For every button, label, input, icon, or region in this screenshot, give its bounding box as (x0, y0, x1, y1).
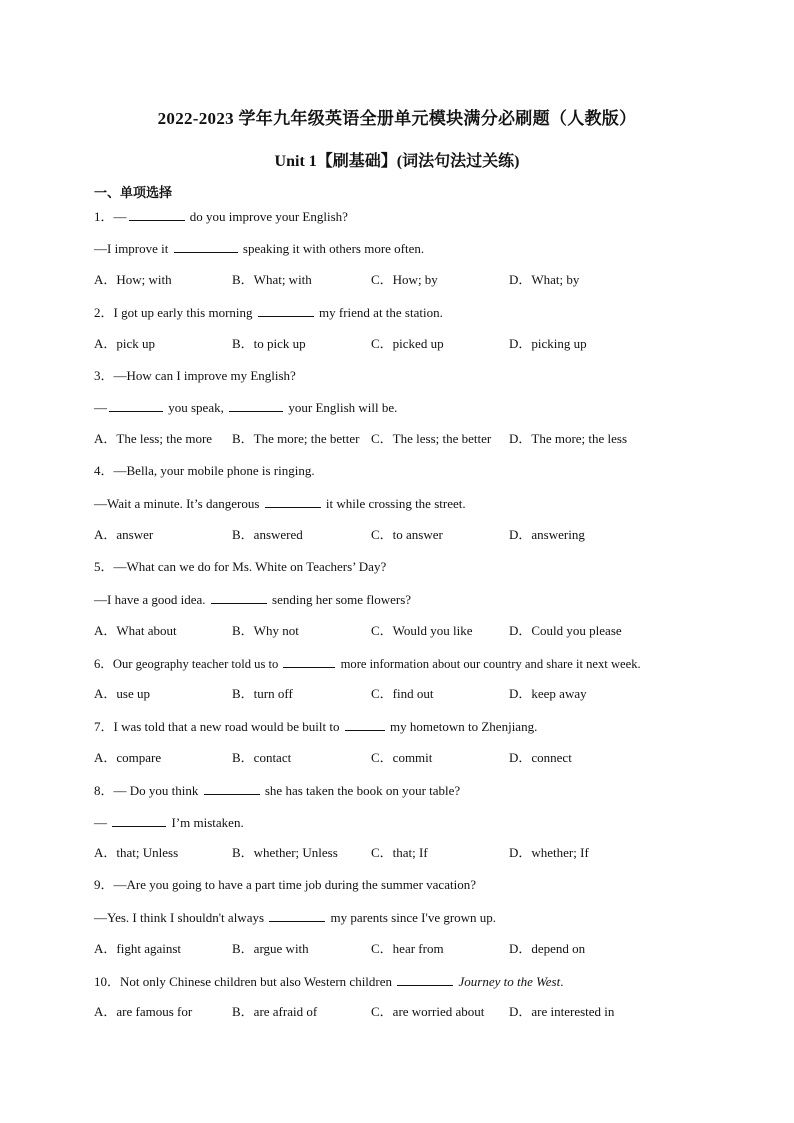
document-subtitle: Unit 1【刷基础】(词法句法过关练) (274, 153, 520, 170)
answer-blank (112, 814, 166, 827)
question-line: 4．—Bella, your mobile phone is ringing. (94, 463, 315, 478)
option-c: C．to answer (371, 527, 443, 542)
option-d: D．picking up (509, 336, 587, 351)
option-c: C．picked up (371, 336, 444, 351)
options-row (94, 750, 714, 766)
option-d: D．connect (509, 750, 572, 765)
answer-blank (283, 655, 335, 668)
option-a: A．How; with (94, 272, 172, 287)
option-a: A．answer (94, 527, 154, 542)
answer-blank (229, 399, 283, 412)
question-line: 1．— do you improve your English? (94, 209, 348, 224)
question-line: — you speak, your English will be. (94, 400, 398, 415)
question-line: 6．Our geography teacher told us to more information about our country and share it next week. (94, 657, 641, 671)
section-heading: 一、单项选择 (94, 186, 173, 201)
option-d: D．depend on (509, 941, 586, 956)
option-b: B．What; with (232, 272, 312, 287)
option-c: C．commit (371, 750, 433, 765)
answer-blank (109, 399, 163, 412)
options-row (94, 686, 714, 702)
option-a: A．pick up (94, 336, 156, 351)
options-row (94, 527, 714, 543)
option-a: A．compare (94, 750, 162, 765)
question-line: 10．Not only Chinese children but also Western children Journey to the West. (94, 974, 564, 989)
options-row (94, 431, 714, 447)
answer-blank (345, 718, 385, 731)
option-a: A．What about (94, 623, 177, 638)
option-b: B．turn off (232, 686, 293, 701)
options-row (94, 845, 714, 861)
answer-blank (397, 973, 453, 986)
document-title: 2022-2023 学年九年级英语全册单元模块满分必刷题（人教版） (157, 109, 637, 128)
question-line: —I improve it speaking it with others more often. (94, 241, 425, 256)
option-a: A．use up (94, 686, 150, 701)
option-b: B．to pick up (232, 336, 306, 351)
options-row (94, 623, 714, 639)
option-b: B．The more; the better (232, 431, 360, 446)
answer-blank (258, 304, 314, 317)
question-line: — I’m mistaken. (94, 815, 244, 830)
option-d: D．answering (509, 527, 585, 542)
option-a: A．that; Unless (94, 845, 179, 860)
option-c: C．that; If (371, 845, 428, 860)
answer-blank (269, 909, 325, 922)
option-d: D．Could you please (509, 623, 622, 638)
option-a: A．are famous for (94, 1004, 193, 1019)
option-d: D．whether; If (509, 845, 589, 860)
question-line: 2．I got up early this morning my friend at the station. (94, 305, 443, 320)
option-d: D．keep away (509, 686, 587, 701)
option-c: C．Would you like (371, 623, 473, 638)
option-b: B．contact (232, 750, 292, 765)
option-b: B．answered (232, 527, 303, 542)
question-line: —I have a good idea. sending her some flowers? (94, 592, 412, 607)
option-c: C．hear from (371, 941, 444, 956)
answer-blank (204, 782, 260, 795)
option-b: B．whether; Unless (232, 845, 338, 860)
answer-blank (129, 208, 185, 221)
option-b: B．are afraid of (232, 1004, 318, 1019)
question-line: 3．—How can I improve my English? (94, 368, 296, 383)
option-b: B．argue with (232, 941, 309, 956)
question-line: 7．I was told that a new road would be built to my hometown to Zhenjiang. (94, 719, 538, 734)
option-c: C．are worried about (371, 1004, 485, 1019)
book-title: Journey to the West (458, 974, 561, 989)
question-line: 8．— Do you think she has taken the book on your table? (94, 783, 461, 798)
option-b: B．Why not (232, 623, 299, 638)
option-a: A．fight against (94, 941, 182, 956)
options-row (94, 336, 714, 352)
answer-blank (211, 591, 267, 604)
option-c: C．The less; the better (371, 431, 492, 446)
options-row (94, 1004, 714, 1020)
options-row (94, 272, 714, 288)
option-d: D．The more; the less (509, 431, 628, 446)
question-line: 9．—Are you going to have a part time job during the summer vacation? (94, 877, 476, 892)
question-line: —Yes. I think I shouldn't always my parents since I've grown up. (94, 910, 497, 925)
question-line: —Wait a minute. It’s dangerous it while crossing the street. (94, 496, 466, 511)
options-row (94, 941, 714, 957)
question-line: 5．—What can we do for Ms. White on Teachers’ Day? (94, 559, 387, 574)
answer-blank (174, 240, 238, 253)
option-d: D．are interested in (509, 1004, 615, 1019)
option-c: C．How; by (371, 272, 438, 287)
option-c: C．find out (371, 686, 434, 701)
option-a: A．The less; the more (94, 431, 213, 446)
option-d: D．What; by (509, 272, 580, 287)
answer-blank (265, 495, 321, 508)
